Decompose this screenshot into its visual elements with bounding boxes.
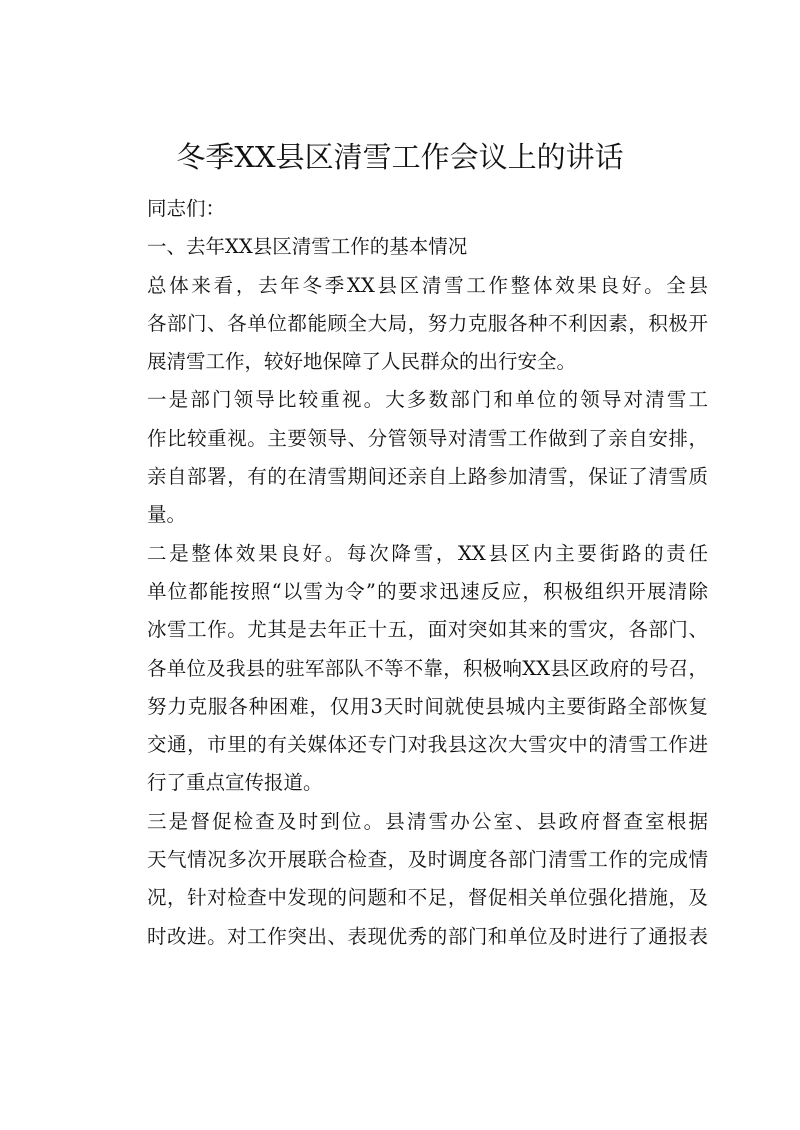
paragraph-inspection: [108, 803, 708, 956]
text-line: 总体来看，去年冬季XX县区清雪工作整体效果良好。全县: [147, 273, 708, 297]
text-line: 亲自部署，有的在清雪期间还亲自上路参加清雪，保证了清雪质: [147, 465, 708, 489]
text-line: 天气情况多次开展联合检查，及时调度各部门清雪工作的完成情: [147, 848, 708, 872]
text-line: 三是督促检查及时到位。县清雪办公室、县政府督查室根据: [147, 809, 708, 833]
text-line: 努力克服各种困难，仅用3天时间就使县城内主要街路全部恢复: [147, 694, 708, 718]
text-line: 量。: [147, 503, 187, 527]
document-body: [108, 190, 708, 956]
section-heading: [108, 228, 708, 266]
text-line: 各单位及我县的驻军部队不等不靠，积极响XX县区政府的号召，: [147, 656, 708, 680]
text-line: 交通，市里的有关媒体还专门对我县这次大雪灾中的清雪工作进: [147, 733, 708, 757]
paragraph-overview: [108, 267, 708, 382]
text-line: 况，针对检查中发现的问题和不足，督促相关单位强化措施，及: [147, 886, 708, 910]
text-line: 作比较重视。主要领导、分管领导对清雪工作做到了亲自安排，: [147, 426, 708, 450]
text-line: 单位都能按照“以雪为令”的要求迅速反应，积极组织开展清除: [147, 579, 708, 603]
text-line: 一是部门领导比较重视。大多数部门和单位的领导对清雪工: [147, 388, 708, 412]
text-line: 一、去年XX县区清雪工作的基本情况: [147, 235, 468, 259]
paragraph-salutation: [108, 190, 708, 228]
paragraph-effect: [108, 535, 708, 803]
paragraph-leadership: [108, 381, 708, 534]
text-line: 二是整体效果良好。每次降雪，XX县区内主要街路的责任: [147, 541, 708, 565]
text-line: 时改进。对工作突出、表现优秀的部门和单位及时进行了通报表: [147, 924, 708, 948]
text-line: 各部门、各单位都能顾全大局，努力克服各种不利因素，积极开: [147, 311, 708, 335]
text-line: 行了重点宣传报道。: [147, 771, 323, 795]
document-title: 冬季XX县区清雪工作会议上的讲话: [176, 140, 624, 174]
text-line: 展清雪工作，较好地保障了人民群众的出行安全。: [147, 350, 577, 374]
text-line: 冰雪工作。尤其是去年正十五，面对突如其来的雪灾，各部门、: [147, 618, 708, 642]
text-line: 同志们：: [147, 197, 226, 220]
